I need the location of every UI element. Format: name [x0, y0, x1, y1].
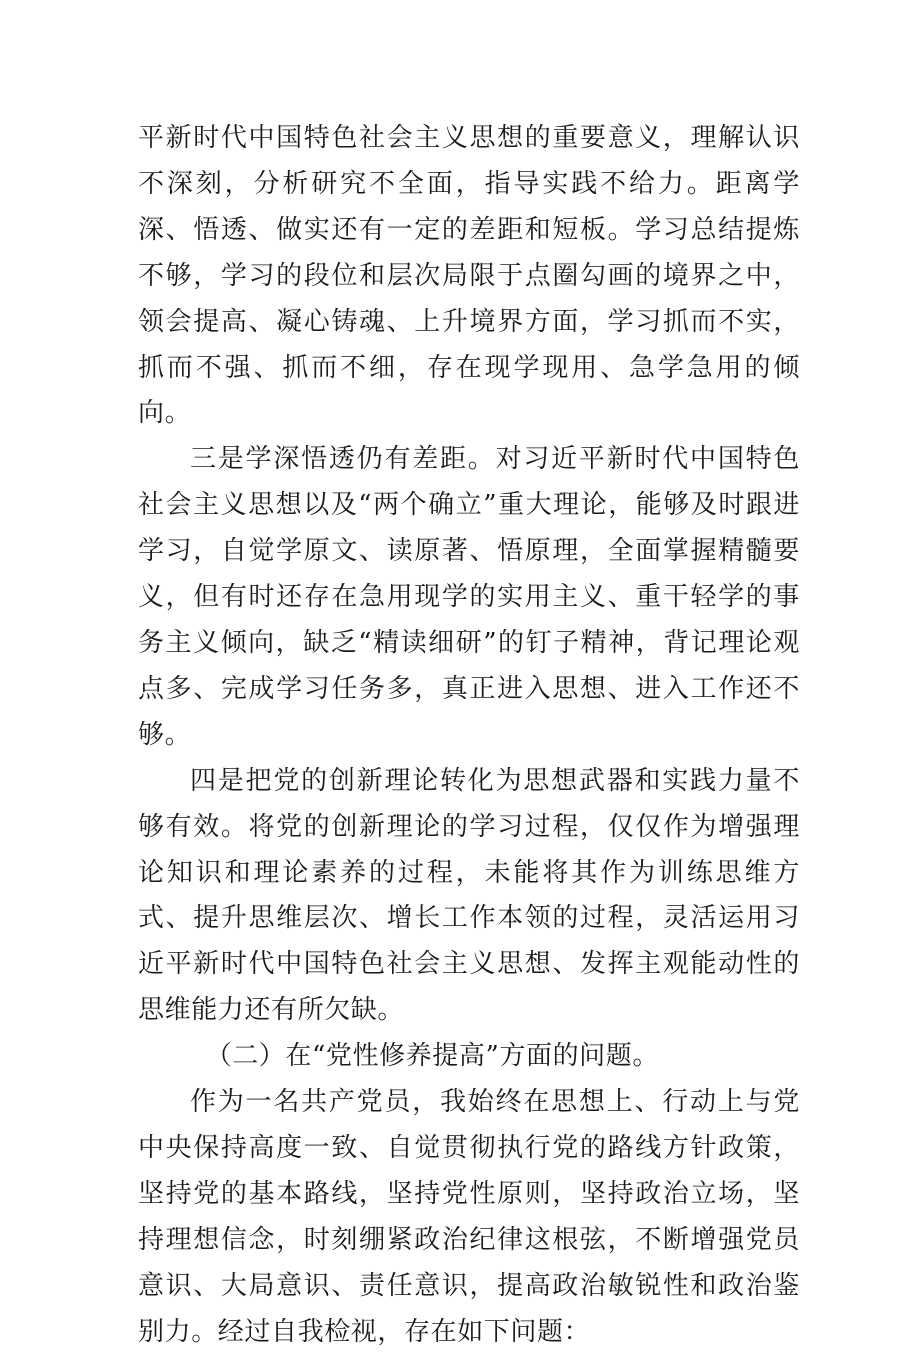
- paragraph-continuation: 平新时代中国特色社会主义思想的重要意义，理解认识不深刻，分析研究不全面，指导实践不给力。距离学深、悟透、做实还有一定的差距和短板。学习总结提炼不够，学习的段位和层次局限于点圈勾画的境界之中，领会提高、凝心铸魂、上升境界方面，学习抓而不实，抓而不强、抓而不细，存在现学现用、急学急用的倾向。: [138, 123, 800, 429]
- paragraph-point-three: 三是学深悟透仍有差距。对习近平新时代中国特色社会主义思想以及“两个确立”重大理论，能够及时跟进学习，自觉学原文、读原著、悟原理，全面掌握精髓要义，但有时还存在急用现学的实用主义、重干轻学的事务主义倾向，缺乏“精读细研”的钉子精神，背记理论观点多、完成学习任务多，真正进入思想、进入工作还不够。: [138, 444, 800, 750]
- document-body: [138, 116, 800, 1355]
- paragraph-point-four: 四是把党的创新理论转化为思想武器和实践力量不够有效。将党的创新理论的学习过程，仅仅作为增强理论知识和理论素养的过程，未能将其作为训练思维方式、提升思维层次、增长工作本领的过程，灵活运用习近平新时代中国特色社会主义思想、发挥主观能动性的思维能力还有所欠缺。: [138, 765, 800, 1026]
- section-heading-party-spirit: （二）在“党性修养提高”方面的问题。: [205, 1041, 659, 1072]
- paragraph-party-spirit-intro: 作为一名共产党员，我始终在思想上、行动上与党中央保持高度一致、自觉贯彻执行党的路线方针政策，坚持党的基本路线，坚持党性原则，坚持政治立场，坚持理想信念，时刻绷紧政治纪律这根弦，不断增强党员意识、大局意识、责任意识，提高政治敏锐性和政治鉴别力。经过自我检视，存在如下问题：: [138, 1087, 800, 1347]
